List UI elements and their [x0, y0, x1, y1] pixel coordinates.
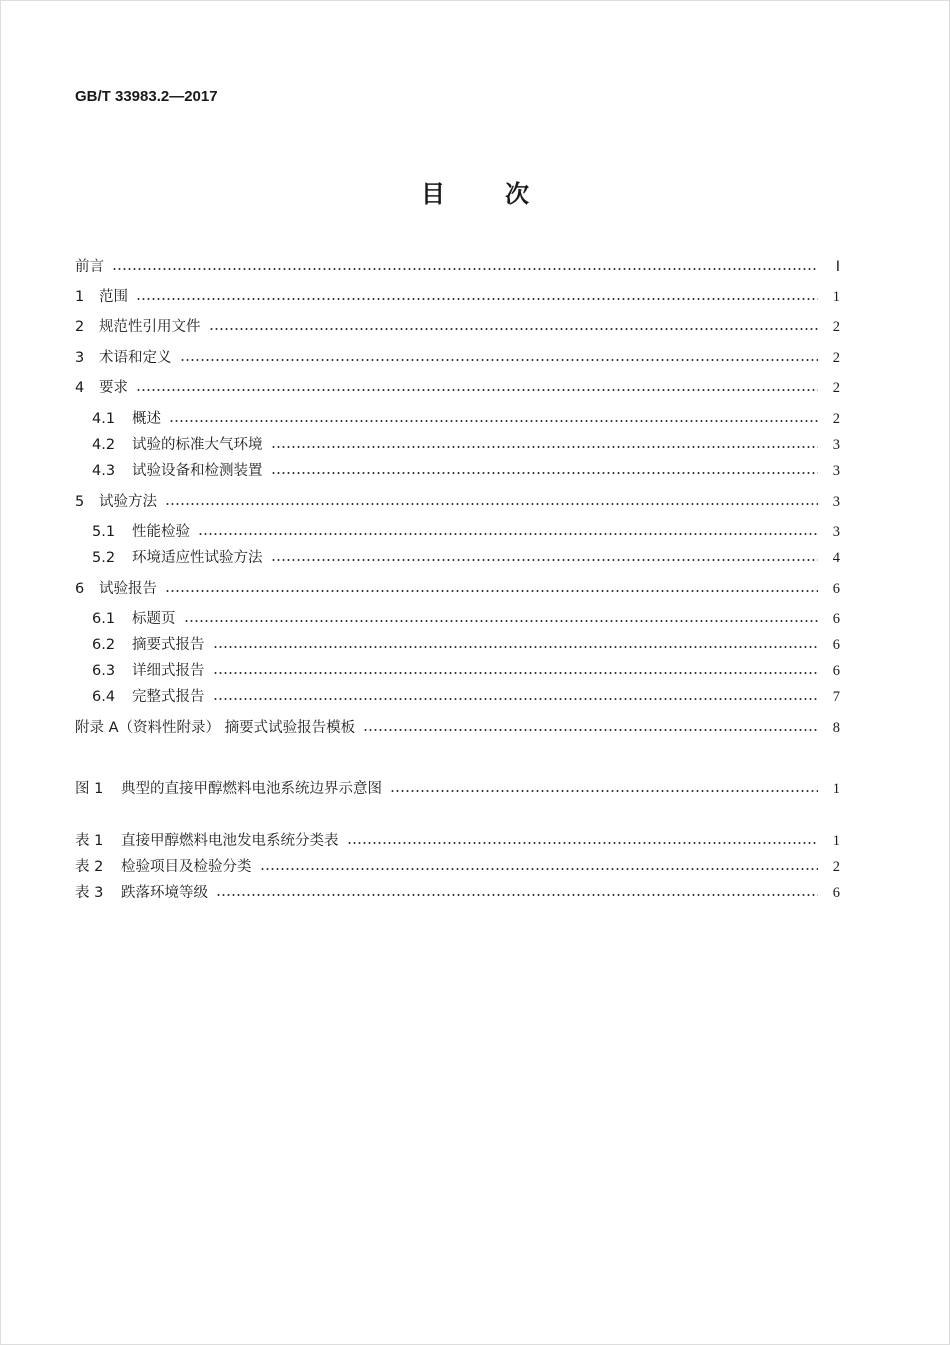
entry-title: 试验方法: [99, 494, 157, 510]
entry-number: 6.4: [92, 689, 116, 705]
entry-page-number: 3: [832, 494, 840, 510]
toc-entry[interactable]: [92, 634, 840, 656]
toc-entry[interactable]: [92, 608, 840, 630]
toc-entry[interactable]: [92, 521, 840, 543]
entry-number: 6: [75, 581, 85, 597]
entry-page-number: 3: [832, 437, 840, 453]
dot-leader: [180, 359, 819, 361]
entry-number: 5.1: [92, 524, 116, 540]
dot-leader: [271, 472, 819, 474]
entry-number: 5: [75, 494, 85, 510]
table-entry[interactable]: [75, 882, 840, 904]
toc-entry[interactable]: [92, 547, 840, 569]
entry-title: 试验报告: [99, 581, 157, 597]
dot-leader: [271, 559, 819, 561]
entry-page-number: 3: [832, 524, 840, 540]
dot-leader: [136, 298, 818, 300]
entry-title: 范围: [99, 289, 128, 305]
entry-page-number: 3: [832, 463, 840, 479]
table-entry[interactable]: [75, 856, 840, 878]
entry-page-number: Ⅰ: [835, 259, 840, 275]
entry-title: 完整式报告: [132, 689, 205, 705]
toc-entry[interactable]: [92, 408, 840, 430]
dot-leader: [363, 729, 818, 731]
toc-entry[interactable]: [92, 434, 840, 456]
entry-number: 4.3: [92, 463, 116, 479]
toc-entry[interactable]: [75, 377, 840, 399]
entry-page-number: 4: [832, 550, 840, 566]
dot-leader: [165, 503, 818, 505]
entry-page-number: 6: [832, 637, 840, 653]
entry-page-number: 8: [832, 720, 840, 736]
entry-title: 标题页: [132, 611, 176, 627]
toc-entry[interactable]: [75, 286, 840, 308]
entry-number: 3: [75, 350, 85, 366]
dot-leader: [213, 672, 819, 674]
entry-page-number: 1: [832, 781, 840, 797]
entry-title: 规范性引用文件: [99, 319, 201, 335]
toc-entry[interactable]: [75, 347, 840, 369]
entry-title: 环境适应性试验方法: [132, 550, 263, 566]
entry-number: 6.2: [92, 637, 116, 653]
entry-title: 试验设备和检测装置: [132, 463, 263, 479]
entry-number: 2: [75, 319, 85, 335]
entry-title: 概述: [132, 411, 161, 427]
dot-leader: [165, 590, 818, 592]
entry-title: 跌落环境等级: [121, 885, 208, 901]
table-entry[interactable]: [75, 830, 840, 852]
dot-leader: [390, 790, 818, 792]
entry-title: 检验项目及检验分类: [121, 859, 252, 875]
toc-entry[interactable]: [75, 491, 840, 513]
entry-page-number: 6: [832, 581, 840, 597]
page-title: 目次: [421, 180, 589, 208]
entry-title: 性能检验: [132, 524, 190, 540]
entry-title: 详细式报告: [132, 663, 205, 679]
dot-leader: [213, 646, 819, 648]
dot-leader: [213, 698, 819, 700]
dot-leader: [271, 446, 819, 448]
entry-number: 4.1: [92, 411, 116, 427]
entry-title: 直接甲醇燃料电池发电系统分类表: [121, 833, 339, 849]
toc-entry[interactable]: [75, 578, 840, 600]
entry-number: 表 1: [75, 833, 104, 849]
entry-number: 5.2: [92, 550, 116, 566]
toc-entry[interactable]: [75, 717, 840, 739]
dot-leader: [209, 328, 819, 330]
entry-number: 表 2: [75, 859, 104, 875]
toc-entry[interactable]: [92, 660, 840, 682]
entry-number: 表 3: [75, 885, 104, 901]
entry-number: 图 1: [75, 781, 104, 797]
dot-leader: [136, 389, 818, 391]
figure-entry[interactable]: [75, 778, 840, 800]
entry-page-number: 2: [832, 319, 840, 335]
entry-number: 4.2: [92, 437, 116, 453]
entry-title: 要求: [99, 380, 128, 396]
toc-entry[interactable]: [92, 686, 840, 708]
entry-page-number: 7: [832, 689, 840, 705]
entry-page-number: 6: [832, 663, 840, 679]
entry-page-number: 2: [832, 380, 840, 396]
entry-title: 试验的标准大气环境: [132, 437, 263, 453]
toc-entry[interactable]: [92, 460, 840, 482]
entry-title: 术语和定义: [99, 350, 172, 366]
entry-page-number: 6: [832, 611, 840, 627]
entry-title: 附录 A（资料性附录） 摘要式试验报告模板: [75, 720, 356, 736]
entry-title: 典型的直接甲醇燃料电池系统边界示意图: [121, 781, 382, 797]
toc-entry[interactable]: [75, 316, 840, 338]
entry-number: 6.3: [92, 663, 116, 679]
entry-number: 1: [75, 289, 85, 305]
entry-page-number: 1: [832, 833, 840, 849]
entry-title: 前言: [75, 259, 104, 275]
dot-leader: [198, 533, 818, 535]
entry-number: 4: [75, 380, 85, 396]
entry-title: 摘要式报告: [132, 637, 205, 653]
entry-page-number: 2: [832, 350, 840, 366]
document-code: GB/T 33983.2—2017: [75, 88, 218, 105]
dot-leader: [112, 268, 818, 270]
dot-leader: [260, 868, 819, 870]
dot-leader: [216, 894, 818, 896]
entry-page-number: 2: [832, 859, 840, 875]
dot-leader: [169, 420, 818, 422]
entry-page-number: 6: [832, 885, 840, 901]
entry-page-number: 2: [832, 411, 840, 427]
entry-number: 6.1: [92, 611, 116, 627]
dot-leader: [184, 620, 819, 622]
dot-leader: [347, 842, 819, 844]
entry-page-number: 1: [832, 289, 840, 305]
toc-entry[interactable]: [75, 256, 840, 278]
